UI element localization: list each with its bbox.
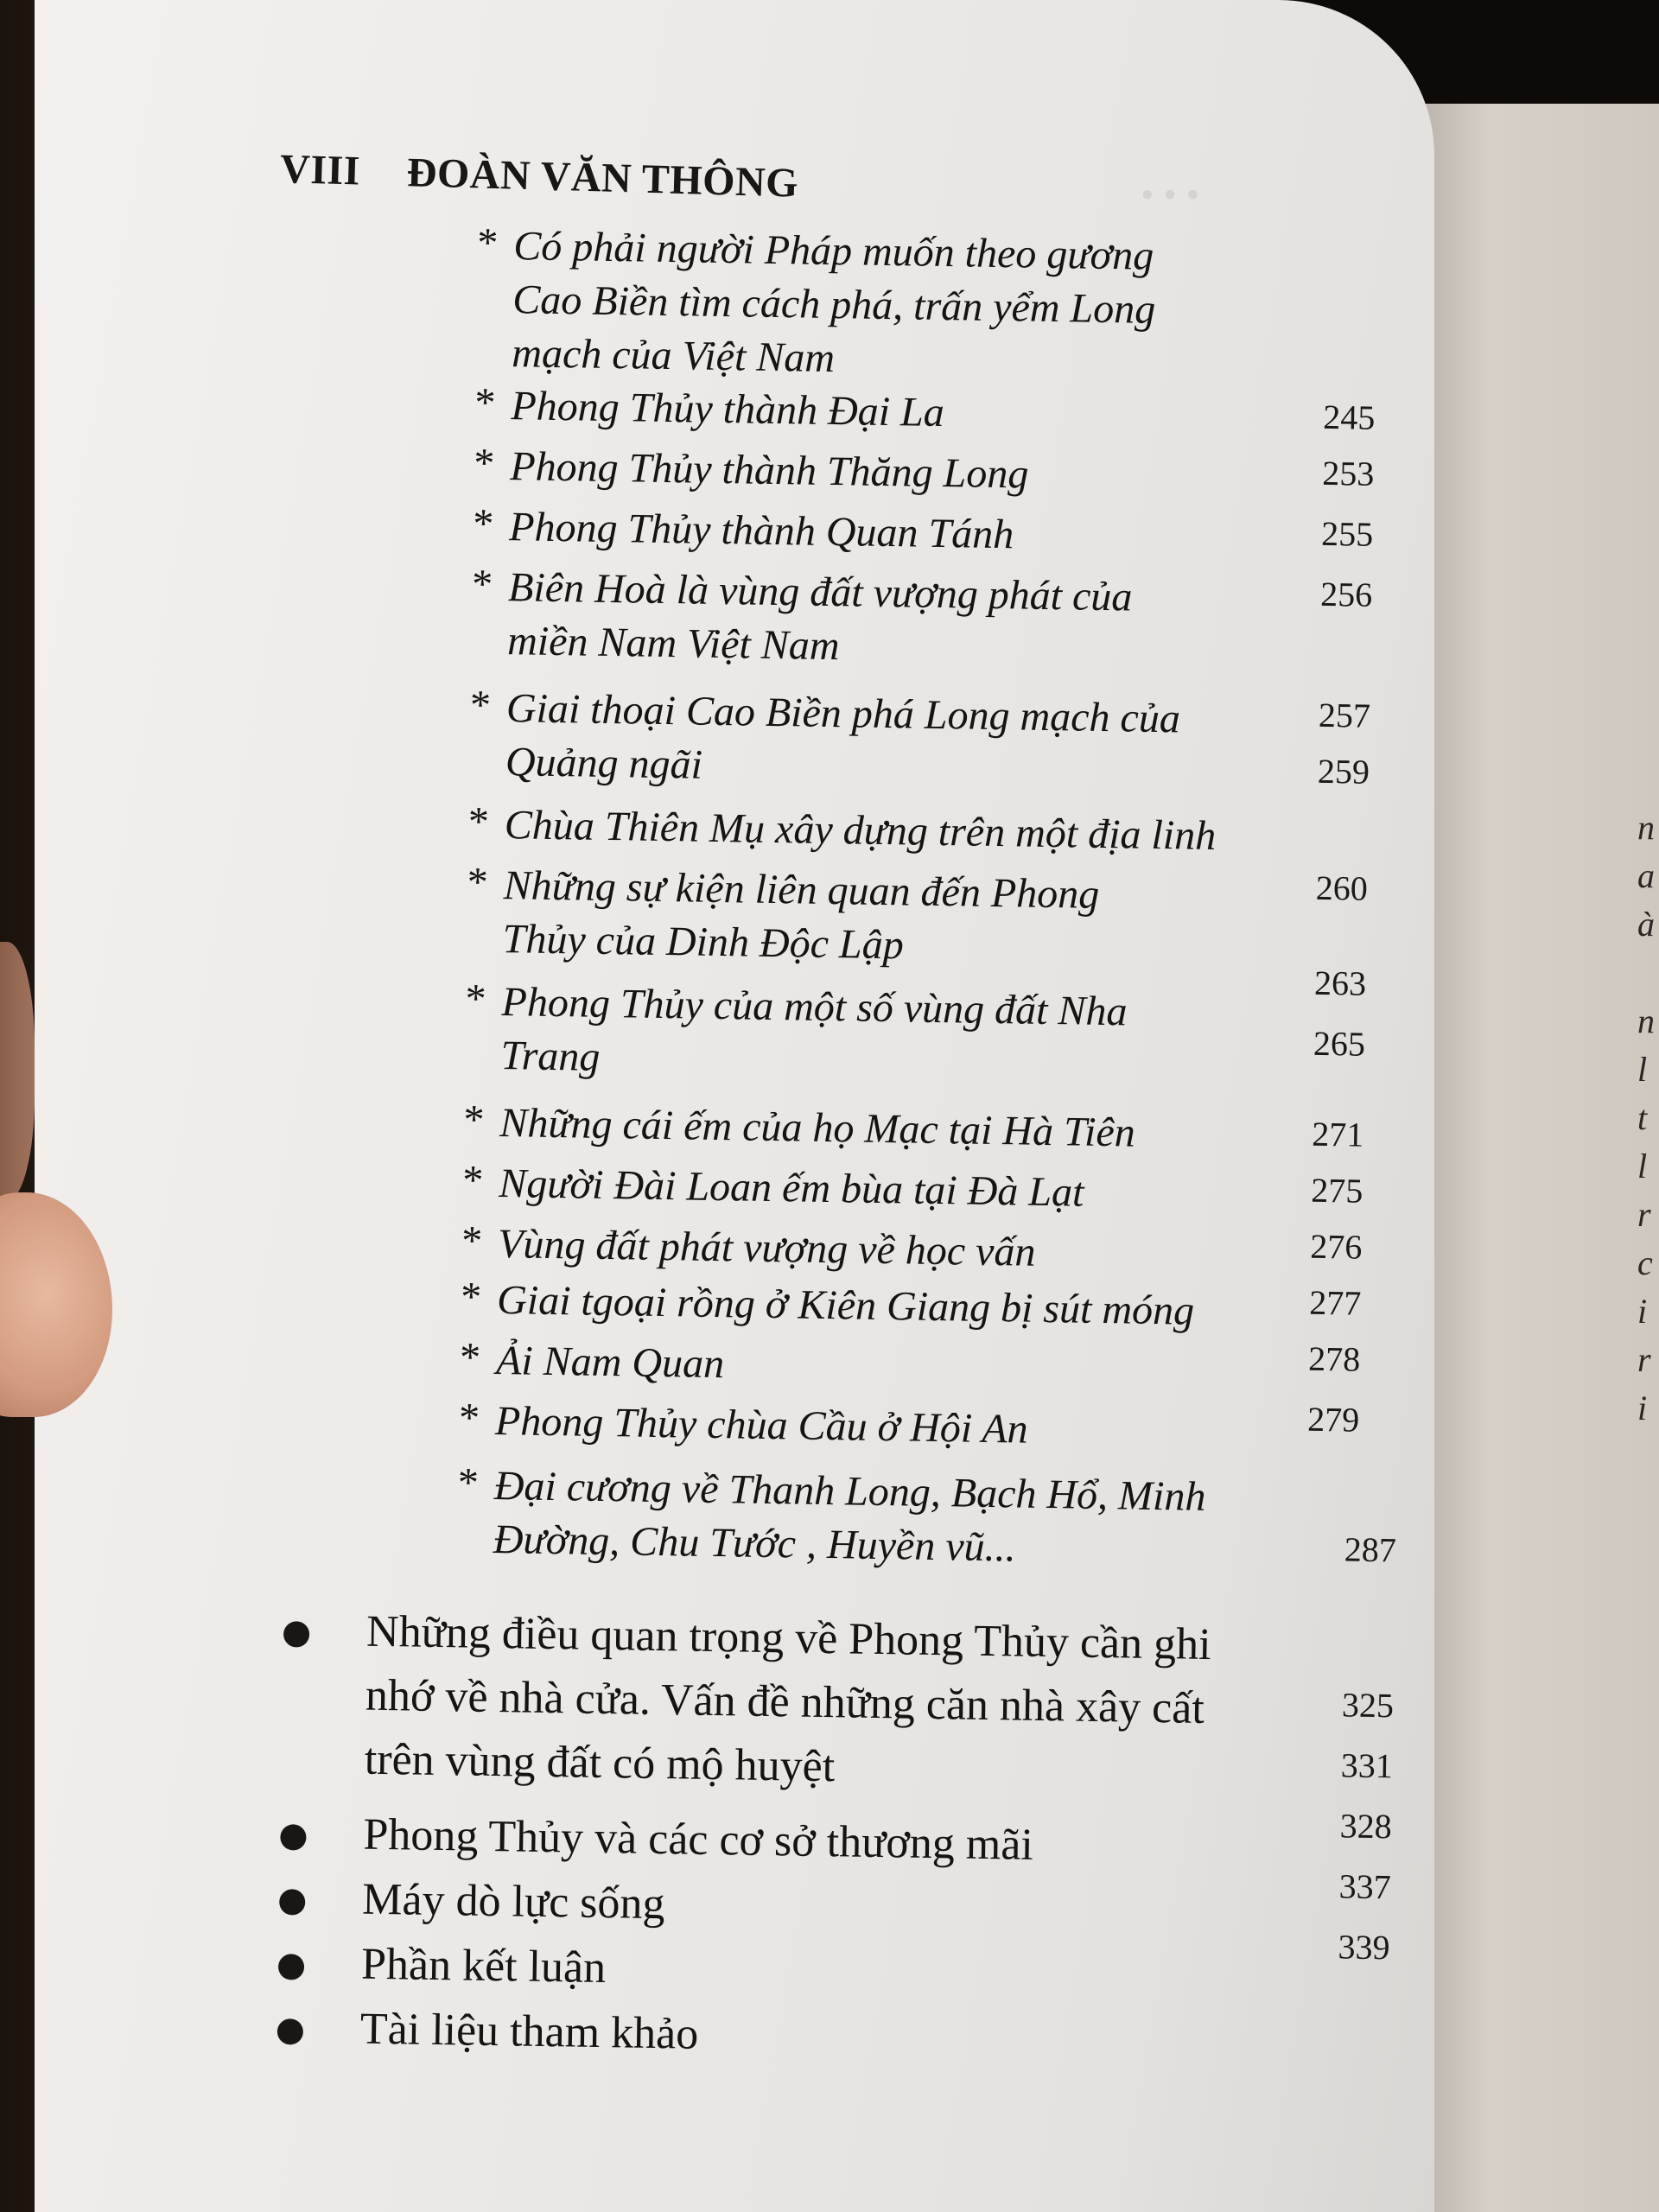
toc-sub-entry bbox=[463, 1096, 1136, 1160]
toc-entry-text: mạch của Việt Nam bbox=[512, 330, 836, 382]
edge-letter: a bbox=[1637, 856, 1655, 895]
toc-entry-text: Biên Hoà là vùng đất vượng phát của bbox=[507, 564, 1133, 620]
edge-letter: n bbox=[1637, 808, 1655, 847]
toc-sub-entry bbox=[472, 500, 1014, 562]
toc-entry-text: Giai thoại Cao Biền phá Long mạch của bbox=[505, 685, 1181, 742]
bullet-icon bbox=[280, 1824, 306, 1850]
edge-letter bbox=[1637, 949, 1659, 997]
toc-entry-text: Vùng đất phát vượng về học vấn bbox=[497, 1221, 1036, 1275]
toc-main-entry bbox=[364, 1600, 1211, 1805]
toc-page-number: 253 bbox=[1322, 453, 1375, 493]
toc-entry-text: Có phải người Pháp muốn theo gương bbox=[512, 223, 1154, 279]
edge-letter: i bbox=[1637, 1292, 1648, 1331]
edge-letter: l bbox=[1637, 1147, 1648, 1185]
toc-page-number: 260 bbox=[1315, 868, 1369, 908]
edge-letter: n bbox=[1637, 1001, 1655, 1040]
asterisk-marker: * bbox=[460, 1274, 482, 1320]
toc-page-number: 287 bbox=[1344, 1529, 1397, 1570]
toc-entry-text: Người Đài Loan ếm bùa tại Đà Lạt bbox=[498, 1160, 1084, 1216]
edge-letter: c bbox=[1637, 1243, 1653, 1282]
toc-page-number: 255 bbox=[1320, 513, 1374, 554]
bullet-icon bbox=[277, 2018, 303, 2044]
toc-entry-text: Chùa Thiên Mụ xây dựng trên một địa linh bbox=[504, 802, 1217, 860]
bullet-icon bbox=[279, 1889, 305, 1915]
toc-page-number: 337 bbox=[1338, 1866, 1392, 1907]
book-page bbox=[35, 0, 1434, 2212]
author-name: ĐOÀN VĂN THÔNG bbox=[406, 149, 799, 207]
toc-page-number: 277 bbox=[1308, 1282, 1362, 1323]
toc-sub-entry bbox=[469, 682, 1181, 799]
adjacent-page bbox=[1417, 104, 1659, 2212]
toc-sub-entry bbox=[461, 1157, 1084, 1220]
edge-letter: r bbox=[1637, 1195, 1651, 1234]
toc-main-entry bbox=[363, 1803, 1034, 1878]
toc-page-number: 259 bbox=[1317, 751, 1370, 791]
toc-page-number: 331 bbox=[1340, 1745, 1394, 1786]
toc-page-number: 271 bbox=[1311, 1114, 1364, 1154]
toc-entry-text: Máy dò lực sống bbox=[361, 1874, 665, 1929]
toc-page-number: 276 bbox=[1309, 1226, 1363, 1267]
asterisk-marker: * bbox=[477, 219, 499, 266]
toc-page-number: 279 bbox=[1306, 1399, 1360, 1440]
toc-page-number: 265 bbox=[1313, 1023, 1366, 1064]
asterisk-marker: * bbox=[474, 440, 495, 486]
show-through-text: • • • bbox=[1141, 174, 1200, 216]
toc-sub-entry bbox=[477, 219, 1157, 391]
bullet-icon bbox=[283, 1621, 309, 1647]
toc-main-entry bbox=[362, 1868, 665, 1936]
asterisk-marker: * bbox=[465, 976, 487, 1022]
edge-letter: à bbox=[1637, 905, 1655, 944]
toc-entry-text: Phong Thủy thành Thăng Long bbox=[509, 443, 1029, 498]
asterisk-marker: * bbox=[461, 1217, 483, 1264]
toc-entry-text: Phong Thủy của một số vùng đất Nha bbox=[501, 979, 1128, 1035]
asterisk-marker: * bbox=[469, 682, 492, 728]
asterisk-marker: * bbox=[471, 561, 493, 607]
adjacent-page-edge-text bbox=[1637, 804, 1659, 1433]
toc-sub-entry bbox=[465, 976, 1128, 1092]
bullet-icon bbox=[278, 1954, 304, 1980]
toc-sub-entry bbox=[474, 379, 945, 440]
toc-entry-text: Đại cương về Thanh Long, Bạch Hổ, Minh bbox=[493, 1462, 1206, 1520]
asterisk-marker: * bbox=[463, 1096, 485, 1143]
toc-entry-text: Trang bbox=[500, 1033, 601, 1080]
asterisk-marker: * bbox=[472, 500, 494, 547]
toc-page-number: 278 bbox=[1307, 1338, 1361, 1379]
table-of-contents bbox=[35, 0, 1434, 2212]
toc-sub-entry bbox=[458, 1395, 1029, 1457]
toc-sub-entry bbox=[474, 440, 1029, 501]
asterisk-marker: * bbox=[467, 798, 490, 845]
asterisk-marker: * bbox=[467, 859, 489, 906]
toc-page-number: 256 bbox=[1319, 574, 1373, 614]
toc-sub-entry bbox=[461, 1217, 1036, 1280]
toc-page-number: 328 bbox=[1339, 1806, 1393, 1847]
toc-entry-text: Những điều quan trọng về Phong Thủy cần ghi bbox=[365, 1606, 1212, 1670]
toc-entry-text: Cao Biền tìm cách phá, trấn yểm Long bbox=[512, 276, 1156, 333]
toc-sub-entry bbox=[457, 1459, 1206, 1578]
toc-entry-text: Đường, Chu Tước , Huyền vũ... bbox=[493, 1516, 1017, 1571]
toc-entry-text: Phong Thủy thành Quan Tánh bbox=[508, 504, 1014, 558]
toc-sub-entry bbox=[467, 798, 1217, 863]
toc-entry-text: Phần kết luận bbox=[360, 1939, 607, 1993]
asterisk-marker: * bbox=[457, 1459, 480, 1506]
toc-page-number: 275 bbox=[1310, 1170, 1363, 1211]
edge-letter: l bbox=[1637, 1050, 1648, 1089]
asterisk-marker: * bbox=[458, 1395, 480, 1441]
toc-entry-text: Những cái ếm của họ Mạc tại Hà Tiên bbox=[499, 1100, 1136, 1156]
toc-entry-text: Phong Thủy thành Đại La bbox=[511, 383, 945, 436]
toc-entry-text: Thủy của Dinh Độc Lập bbox=[502, 916, 905, 969]
toc-page-number: 257 bbox=[1318, 695, 1371, 735]
edge-letter: i bbox=[1637, 1389, 1648, 1427]
toc-entry-text: Những sự kiện liên quan đến Phong bbox=[503, 862, 1100, 918]
toc-sub-entry bbox=[460, 1274, 1195, 1338]
toc-sub-entry bbox=[459, 1334, 725, 1391]
toc-entry-text: Phong Thủy và các cơ sở thương mãi bbox=[363, 1809, 1034, 1870]
asterisk-marker: * bbox=[459, 1334, 481, 1381]
toc-page-number: 339 bbox=[1338, 1927, 1390, 1967]
toc-sub-entry bbox=[471, 561, 1133, 677]
toc-sub-entry bbox=[467, 859, 1100, 976]
toc-page-number: 325 bbox=[1341, 1685, 1395, 1726]
toc-entry-text: Quảng ngãi bbox=[505, 739, 703, 788]
asterisk-marker: * bbox=[474, 379, 496, 426]
toc-entry-text: Phong Thủy chùa Cầu ở Hội An bbox=[494, 1398, 1029, 1452]
toc-entry-text: nhớ về nhà cửa. Vấn đề những căn nhà xây cất bbox=[365, 1670, 1205, 1733]
toc-entry-text: Tài liệu tham khảo bbox=[359, 2004, 699, 2059]
edge-letter: t bbox=[1637, 1098, 1648, 1137]
page-number: VIII bbox=[279, 145, 361, 194]
toc-main-entry bbox=[359, 1998, 698, 2067]
toc-entry-text: miền Nam Việt Nam bbox=[506, 618, 840, 670]
toc-main-entry bbox=[361, 1933, 607, 2000]
toc-entry-text: Giai tgoại rồng ở Kiên Giang bị sút móng bbox=[496, 1277, 1195, 1334]
asterisk-marker: * bbox=[461, 1157, 484, 1204]
toc-page-number: 263 bbox=[1313, 963, 1367, 1003]
toc-entry-text: Ải Nam Quan bbox=[495, 1338, 725, 1388]
edge-letter: r bbox=[1637, 1340, 1651, 1379]
toc-page-number: 245 bbox=[1323, 397, 1376, 437]
toc-entry-text: trên vùng đất có mộ huyệt bbox=[364, 1734, 836, 1792]
